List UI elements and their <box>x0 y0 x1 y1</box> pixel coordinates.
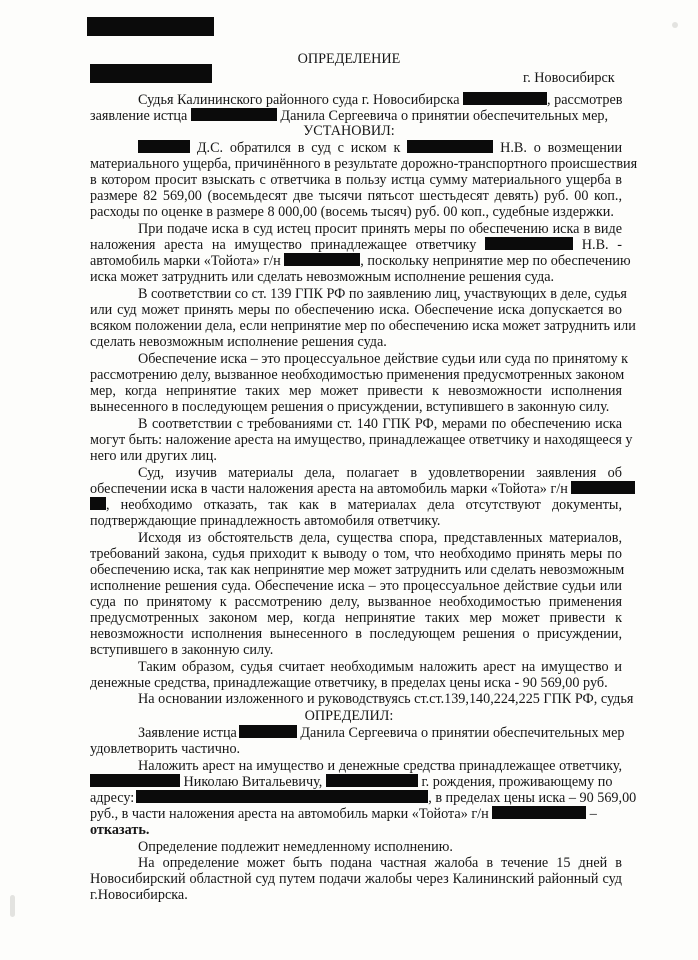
p1-line-5: расходы по оценке в размере 8 000,00 (восемь тысяч) руб. 00 коп., судебные издержки. <box>90 204 614 220</box>
city-label: г. Новосибирск <box>523 70 615 86</box>
p1-line-1 <box>138 140 622 156</box>
r2-line-2 <box>90 774 612 790</box>
redaction <box>138 140 190 153</box>
p2-line-2 <box>90 237 622 253</box>
p3-line-1: В соответствии со ст. 139 ГПК РФ по заявлению лиц, участвующих в деле, судья <box>138 286 627 302</box>
redaction <box>492 806 586 819</box>
p7-line-6: предусмотренных законом мер, когда непринятие таких мер может привести к <box>90 610 622 626</box>
document-title: ОПРЕДЕЛЕНИЕ <box>297 51 401 67</box>
p3-line-3: всяком положении дела, если непринятие мер по обеспечению иска может затруднить или <box>90 318 636 334</box>
p9-line: На основании изложенного и руководствуясь ст.ст.139,140,224,225 ГПК РФ, судья <box>138 691 634 707</box>
r4-line-3: г.Новосибирска. <box>90 887 188 903</box>
p1-text: Н.В. о возмещении <box>500 140 623 156</box>
p5-line-1: В соответствии с требованиями ст. 140 ГПК РФ, мерами по обеспечению иска <box>138 416 622 432</box>
p5-line-2: могут быть: наложение ареста на имущество, принадлежащее ответчику и находящееся у <box>90 432 633 448</box>
p7-line-2: требований закона, судья приходит к выводу о том, что необходимо принять меры по <box>90 546 622 562</box>
p4-line-2: рассмотрению делу, вызванное необходимостью применения предусмотренных законом <box>90 367 625 383</box>
p2-text: автомобиль марки «Тойота» г/н <box>90 253 281 269</box>
p2-line-3 <box>90 253 631 269</box>
r2-line-3 <box>90 790 636 806</box>
intro-text: заявление истца <box>90 108 188 124</box>
p4-line-1: Обеспечение иска – это процессуальное действие судьи или суда по принятому к <box>138 351 629 367</box>
p6-text: , необходимо отказать, так как в материалах дела отсутствуют документы, <box>106 497 622 513</box>
p3-line-2: или суд может принять меры по обеспечению иска. Обеспечение иска допускается во <box>90 302 622 318</box>
p7-line-3: обеспечению иска, так как непринятие мер может затруднить или сделать невозможным <box>90 562 625 578</box>
p7-line-8: вступившего в законную силу. <box>90 642 274 658</box>
p7-line-5: суда по принятому к рассмотрению делу, вызванное необходимостью применения <box>90 594 622 610</box>
p1-line-3: в котором просит взыскать с ответчика в пользу истца сумму материального ущерба в <box>90 172 622 188</box>
p2-text: , поскольку непринятие мер по обеспечению <box>360 253 631 269</box>
r4-line-2: Новосибирский областной суд путем подачи жалобы через Калининский районный суд <box>90 871 622 887</box>
r2-text: – <box>589 806 597 822</box>
r2-line-1: Наложить арест на имущество и денежные средства принадлежащее ответчику, <box>138 758 622 774</box>
r1-text: Заявление истца <box>138 725 237 741</box>
p1-line-4: размере 82 569,00 (восемьдесят две тысячи пятьсот шестьдесят девять) руб. 00 коп., <box>90 188 622 204</box>
section-heading-opredelil: ОПРЕДЕЛИЛ: <box>304 708 394 724</box>
p6-line-4: подтверждающие принадлежность автомобиля ответчику. <box>90 513 441 529</box>
r3-line: Определение подлежит немедленному исполнению. <box>138 839 453 855</box>
r2-text: г. рождения, проживающему по <box>421 774 613 790</box>
redaction <box>571 481 635 494</box>
p7-line-4: исполнение решения суда. Обеспечение иска – это процессуальное действие судьи или <box>90 578 622 594</box>
p6-line-1: Суд, изучив материалы дела, полагает в удовлетворении заявления об <box>138 465 622 481</box>
redaction <box>90 774 180 787</box>
scan-artifact <box>672 22 678 28</box>
r1-line-2: удовлетворить частично. <box>90 741 241 757</box>
p7-line-7: невозможности исполнения вынесенного в последующем решения о присуждении, <box>90 626 622 642</box>
p2-line-4: иска может затруднить или сделать невозможным исполнение решения суда. <box>90 269 555 285</box>
p4-line-3: мер, когда непринятие таких мер может привести к невозможности исполнения <box>90 383 622 399</box>
p6-line-3 <box>90 497 622 513</box>
r2-text: , в пределах цены иска – 90 569,00 <box>428 790 637 806</box>
p2-text: Н.В. - <box>581 237 623 253</box>
p1-text: Д.С. обратился в суд с иском к <box>196 140 401 156</box>
redaction <box>326 774 418 787</box>
redaction <box>485 237 573 250</box>
p4-line-4: вынесенного в последующем решения о присуждении, вступившего в законную силу. <box>90 399 610 415</box>
r2-text: Николаю Витальевичу, <box>183 774 323 790</box>
p6-line-2 <box>90 481 635 497</box>
p6-text: обеспечении иска в части наложения ареста на автомобиль марки «Тойота» г/н <box>90 481 568 497</box>
r2-line-4 <box>90 806 597 822</box>
redaction <box>136 790 428 803</box>
intro-text: , рассмотрев <box>547 92 623 108</box>
r1-text: Данила Сергеевича о принятии обеспечительных мер <box>300 725 625 741</box>
p2-line-1: При подаче иска в суд истец просит принять меры по обеспечению иска в виде <box>138 221 622 237</box>
p2-text: наложения ареста на имущество принадлежащее ответчику <box>90 237 477 253</box>
p8-line-1: Таким образом, судья считает необходимым наложить арест на имущество и <box>138 659 622 675</box>
p3-line-4: сделать невозможным исполнение решения суда. <box>90 334 387 350</box>
redaction <box>463 92 547 105</box>
r2-text: адресу: <box>90 790 135 806</box>
r4-line-1: На определение может быть подана частная жалоба в течение 15 дней в <box>138 855 622 871</box>
r1-line-1 <box>138 725 624 741</box>
r2-text: руб., в части наложения ареста на автомобиль марки «Тойота» г/н <box>90 806 489 822</box>
redaction <box>191 108 277 121</box>
p7-line-1: Исходя из обстоятельств дела, существа спора, представленных материалов, <box>138 530 622 546</box>
intro-text: Судья Калининского районного суда г. Новосибирска <box>138 92 460 108</box>
r2-line-5: отказать. <box>90 822 150 838</box>
redaction-header-top <box>87 17 214 36</box>
p1-line-2: материального ущерба, причинённого в результате дорожно-транспортного происшествия <box>90 156 638 172</box>
p5-line-3: него или других лиц. <box>90 448 217 464</box>
intro-line-1 <box>138 92 622 108</box>
intro-text: Данила Сергеевича о принятии обеспечительных мер, <box>280 108 609 124</box>
redaction <box>90 497 106 510</box>
scan-artifact <box>10 895 15 917</box>
intro-line-2 <box>90 108 608 124</box>
section-heading-ustanovil: УСТАНОВИЛ: <box>303 123 395 139</box>
redaction <box>239 725 297 738</box>
redaction <box>407 140 493 153</box>
p8-line-2: денежные средства, принадлежащие ответчику, в пределах цены иска - 90 569,00 руб. <box>90 675 608 691</box>
redaction <box>284 253 360 266</box>
